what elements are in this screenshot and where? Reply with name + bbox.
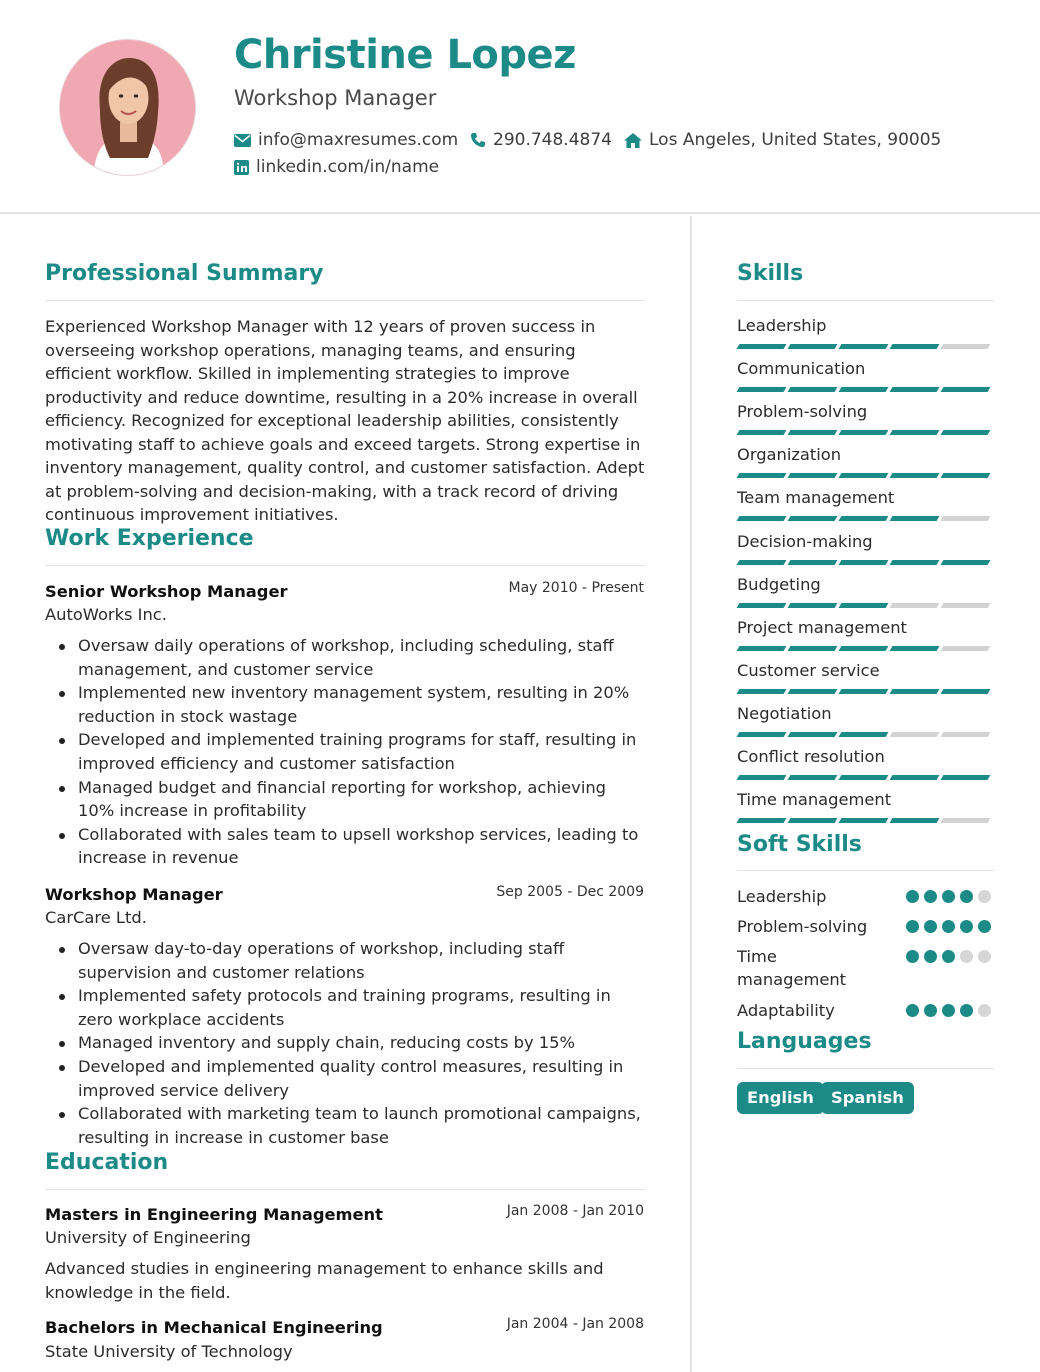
- job-dates: May 2010 - Present: [508, 580, 644, 596]
- linkedin-contact[interactable]: [234, 157, 439, 177]
- skill-level-segment: [788, 603, 838, 608]
- soft-skill-name: Leadership: [737, 887, 827, 906]
- skill-level-segment: [941, 646, 991, 651]
- skill-level-segment: [788, 344, 838, 349]
- skill-name: Problem-solving: [737, 402, 868, 422]
- skill-level-segment: [941, 430, 991, 435]
- skill-level-segment: [839, 689, 889, 694]
- language-tag: Spanish: [821, 1082, 914, 1114]
- skill-level-segment: [737, 818, 787, 823]
- skill-level-segment: [788, 732, 838, 737]
- skill-level-segment: [941, 516, 991, 521]
- education-rule: [45, 1189, 645, 1190]
- location-contact: [624, 130, 941, 150]
- skill-level-segment: [941, 775, 991, 780]
- skill-level-segment: [737, 603, 787, 608]
- skills-rule: [737, 300, 994, 301]
- skill-level-segment: [890, 473, 940, 478]
- skill-level-segment: [737, 387, 787, 392]
- skill-level-segment: [737, 646, 787, 651]
- skill-level-segment: [788, 387, 838, 392]
- phone-contact[interactable]: [470, 130, 612, 150]
- skill-level-segment: [839, 775, 889, 780]
- skill-level-segment: [737, 775, 787, 780]
- skills-heading: Skills: [737, 261, 804, 286]
- linkedin-icon: [234, 160, 249, 175]
- skill-level-segment: [788, 646, 838, 651]
- skill-level-segment: [890, 732, 940, 737]
- skill-level-bar: [738, 603, 989, 608]
- list-item: Oversaw daily operations of workshop, including scheduling, staff management, and customer service: [45, 634, 645, 681]
- linkedin-text: linkedin.com/in/name: [256, 157, 440, 177]
- rating-dot: [906, 950, 919, 963]
- skill-name: Conflict resolution: [737, 747, 885, 766]
- skill-level-segment: [737, 473, 787, 478]
- skill-name: Leadership: [737, 316, 827, 335]
- skill-name: Organization: [737, 445, 842, 465]
- skill-name: Negotiation: [737, 703, 832, 723]
- column-divider: [690, 216, 692, 1372]
- rating-dot: [960, 890, 973, 903]
- summary-rule: [45, 300, 645, 301]
- skill-level-bar: [738, 732, 989, 737]
- skill-level-segment: [890, 344, 940, 349]
- rating-dot: [942, 920, 955, 933]
- list-item: Managed budget and financial reporting for workshop, achieving 10% increase in profitability: [45, 776, 645, 823]
- skill-level-segment: [890, 430, 940, 435]
- skill-level-segment: [890, 689, 940, 694]
- skill-level-segment: [737, 344, 787, 349]
- skill-name: Communication: [737, 359, 866, 379]
- skill-name: Project management: [737, 617, 907, 637]
- rating-dot: [906, 1004, 919, 1017]
- skill-level-segment: [788, 473, 838, 478]
- skill-level-segment: [839, 818, 889, 823]
- skill-level-segment: [941, 689, 991, 694]
- skill-level-segment: [839, 516, 889, 521]
- skill-level-segment: [737, 560, 787, 565]
- school-name: University of Engineering: [45, 1228, 251, 1247]
- rating-dot: [924, 890, 937, 903]
- skill-level-segment: [839, 732, 889, 737]
- resume-header: [0, 0, 1040, 214]
- skill-name: Team management: [737, 488, 895, 508]
- skill-level-segment: [839, 387, 889, 392]
- list-item: Implemented safety protocols and training programs, resulting in zero workplace accidents: [45, 984, 645, 1031]
- rating-dot: [978, 1004, 991, 1017]
- skill-level-segment: [890, 775, 940, 780]
- soft-skills-rule: [737, 870, 994, 871]
- rating-dot: [960, 920, 973, 933]
- skill-level-segment: [941, 818, 991, 823]
- email-text: info@maxresumes.com: [258, 130, 459, 150]
- skill-name: Decision-making: [737, 531, 873, 551]
- rating-dot: [960, 1004, 973, 1017]
- skill-level-bar: [738, 387, 989, 392]
- rating-dot: [978, 950, 991, 963]
- list-item: Collaborated with sales team to upsell workshop services, leading to increase in revenue: [45, 823, 645, 870]
- skill-level-segment: [890, 516, 940, 521]
- experience-heading: Work Experience: [45, 526, 254, 551]
- skill-level-segment: [839, 560, 889, 565]
- list-item: Implemented new inventory management system, resulting in 20% reduction in stock wastage: [45, 681, 645, 728]
- skill-level-bar: [738, 560, 989, 565]
- list-item: Managed inventory and supply chain, reducing costs by 15%: [45, 1031, 645, 1055]
- education-description: Advanced studies in engineering management to enhance skills and knowledge in the field.: [45, 1259, 604, 1302]
- skill-level-segment: [890, 387, 940, 392]
- job-bullets: [45, 937, 645, 1149]
- soft-skill-rating: [906, 920, 991, 933]
- soft-skill-rating: [906, 890, 991, 903]
- skill-level-bar: [738, 430, 989, 435]
- home-icon: [624, 133, 642, 148]
- skill-level-segment: [737, 516, 787, 521]
- skill-level-segment: [941, 344, 991, 349]
- rating-dot: [978, 920, 991, 933]
- languages-heading: Languages: [737, 1029, 872, 1054]
- soft-skill-rating: [906, 950, 991, 963]
- skill-level-segment: [737, 689, 787, 694]
- list-item: Developed and implemented training programs for staff, resulting in improved efficiency and customer satisfaction: [45, 728, 645, 775]
- skill-name: Budgeting: [737, 574, 821, 594]
- skill-level-bar: [738, 516, 989, 521]
- profile-photo: [59, 39, 196, 176]
- skill-level-segment: [890, 646, 940, 651]
- skill-level-segment: [941, 732, 991, 737]
- rating-dot: [924, 920, 937, 933]
- school-name: State University of Technology: [45, 1342, 293, 1361]
- rating-dot: [906, 920, 919, 933]
- soft-skill-name: Adaptability: [737, 1001, 835, 1020]
- degree-title: Masters in Engineering Management: [45, 1205, 383, 1224]
- summary-text: Experienced Workshop Manager with 12 years of proven success in overseeing workshop operations, managing teams, and ensuring efficient workflow. Skilled in implementing strategies to improve productivity and reduce downtime, resulting in a 20% increase in overall efficiency. Recognized for exceptional leadership abilities, consistently motivating staff to achieve goals and exceed targets. Strong expertise in inventory management, quality control, and customer satisfaction. Adept at problem-solving and decision-making, with a track record of driving continuous improvement initiatives.: [45, 317, 645, 524]
- skill-name: Customer service: [737, 660, 880, 680]
- skill-level-segment: [788, 775, 838, 780]
- candidate-title: Workshop Manager: [234, 86, 437, 110]
- job-company: AutoWorks Inc.: [45, 605, 167, 624]
- skill-level-segment: [788, 516, 838, 521]
- skill-level-segment: [788, 430, 838, 435]
- language-tag: English: [737, 1082, 824, 1114]
- phone-icon: [470, 132, 486, 148]
- skill-level-segment: [737, 732, 787, 737]
- skill-name: Time management: [737, 790, 892, 810]
- education-dates: Jan 2004 - Jan 2008: [506, 1316, 644, 1332]
- skill-level-segment: [890, 818, 940, 823]
- rating-dot: [942, 890, 955, 903]
- soft-skills-heading: Soft Skills: [737, 832, 862, 857]
- location-text: Los Angeles, United States, 90005: [649, 130, 942, 150]
- list-item: Oversaw day-to-day operations of workshop, including staff supervision and customer relations: [45, 937, 645, 984]
- languages-rule: [737, 1068, 994, 1069]
- rating-dot: [924, 950, 937, 963]
- skill-level-bar: [738, 775, 989, 780]
- email-contact[interactable]: [234, 130, 458, 150]
- soft-skill-rating: [906, 1004, 991, 1017]
- job-company: CarCare Ltd.: [45, 908, 147, 927]
- job-title: Workshop Manager: [45, 885, 223, 904]
- skill-level-bar: [738, 646, 989, 651]
- experience-rule: [45, 565, 645, 566]
- rating-dot: [942, 1004, 955, 1017]
- skill-level-segment: [788, 560, 838, 565]
- skill-level-segment: [788, 689, 838, 694]
- skill-level-segment: [839, 646, 889, 651]
- job-title: Senior Workshop Manager: [45, 582, 288, 601]
- skill-level-segment: [890, 603, 940, 608]
- soft-skill-name: Problem-solving: [737, 917, 868, 936]
- job-dates: Sep 2005 - Dec 2009: [496, 884, 644, 900]
- skill-level-segment: [788, 818, 838, 823]
- list-item: Collaborated with marketing team to launch promotional campaigns, resulting in increase in customer base: [45, 1102, 645, 1149]
- education-dates: Jan 2008 - Jan 2010: [506, 1203, 644, 1219]
- skill-level-segment: [941, 603, 991, 608]
- list-item: Developed and implemented quality control measures, resulting in improved service delivery: [45, 1055, 645, 1102]
- skill-level-segment: [737, 430, 787, 435]
- soft-skill-name: Time management: [737, 947, 847, 989]
- degree-title: Bachelors in Mechanical Engineering: [45, 1318, 383, 1337]
- skill-level-segment: [941, 560, 991, 565]
- education-heading: Education: [45, 1150, 169, 1175]
- phone-text: 290.748.4874: [493, 130, 612, 150]
- skill-level-bar: [738, 344, 989, 349]
- rating-dot: [906, 890, 919, 903]
- skill-level-bar: [738, 473, 989, 478]
- candidate-name: Christine Lopez: [234, 32, 576, 78]
- skill-level-segment: [839, 473, 889, 478]
- skill-level-bar: [738, 818, 989, 823]
- skill-level-segment: [941, 473, 991, 478]
- rating-dot: [960, 950, 973, 963]
- rating-dot: [978, 890, 991, 903]
- job-bullets: [45, 634, 645, 870]
- skill-level-segment: [941, 387, 991, 392]
- skill-level-bar: [738, 689, 989, 694]
- summary-heading: Professional Summary: [45, 261, 324, 286]
- skill-level-segment: [839, 603, 889, 608]
- skill-level-segment: [839, 430, 889, 435]
- rating-dot: [942, 950, 955, 963]
- skill-level-segment: [839, 344, 889, 349]
- skill-level-segment: [890, 560, 940, 565]
- rating-dot: [924, 1004, 937, 1017]
- email-icon: [234, 134, 251, 147]
